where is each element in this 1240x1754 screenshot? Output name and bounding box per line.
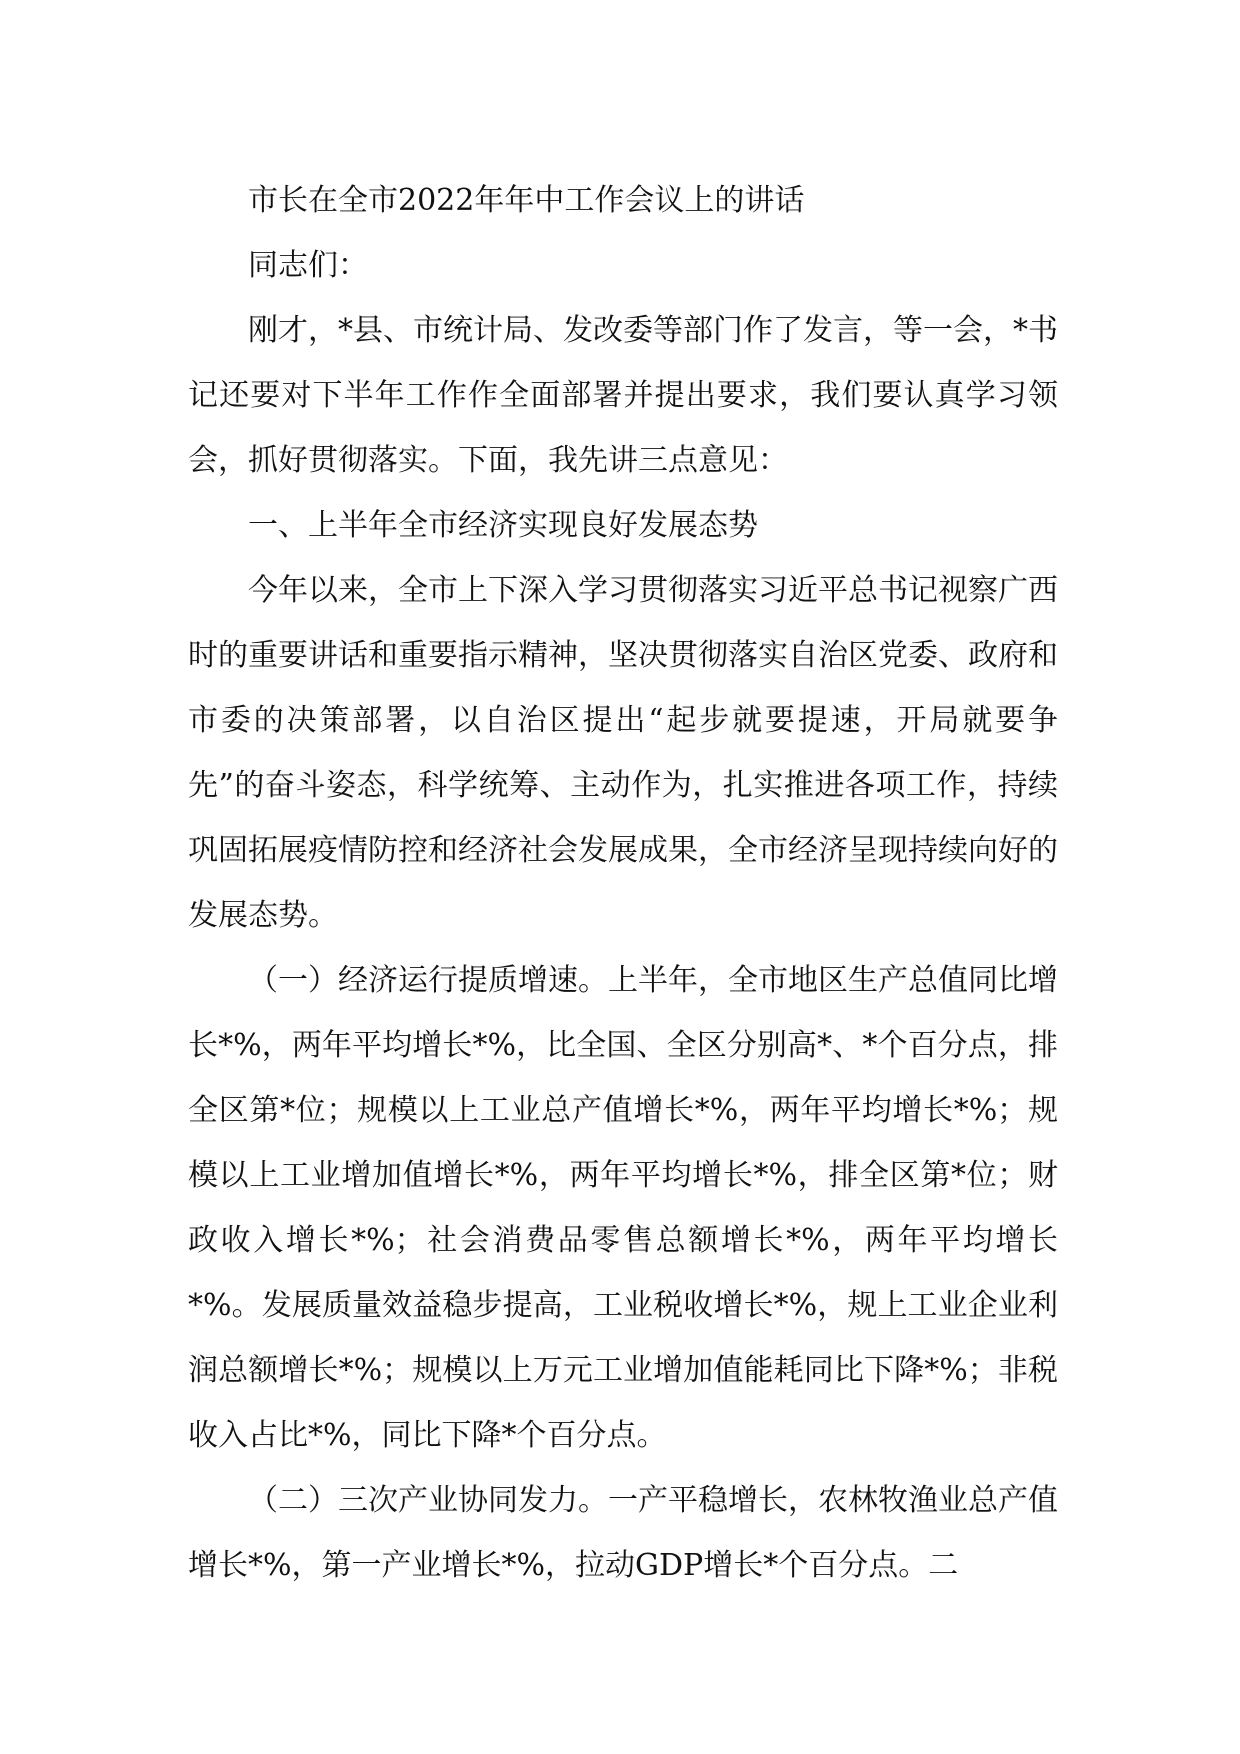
salutation: 同志们：	[248, 248, 368, 283]
document-body	[188, 168, 1058, 1598]
paragraph-three-industries: （二）三次产业协同发力。一产平稳增长，农林牧渔业总产值增长*%，第一产业增长*%，拉动GDP增长*个百分点。二	[188, 1483, 1058, 1583]
paragraph-economic-operation: （一）经济运行提质增速。上半年，全市地区生产总值同比增长*%，两年平均增长*%，比全国、全区分别高*、*个百分点，排全区第*位；规模以上工业总产值增长*%，两年平均增长*%；规模以上工业增加值增长*%，两年平均增长*%，排全区第*位；财政收入增长*%；社会消费品零售总额增长*%，两年平均增长*%。发展质量效益稳步提高，工业税收增长*%，规上工业企业利润总额增长*%；规模以上万元工业增加值能耗同比下降*%；非税收入占比*%，同比下降*个百分点。	[188, 963, 1058, 1453]
section-heading-1: 一、上半年全市经济实现良好发展态势	[248, 508, 758, 543]
paragraph-overview: 今年以来，全市上下深入学习贯彻落实习近平总书记视察广西时的重要讲话和重要指示精神，坚决贯彻落实自治区党委、政府和市委的决策部署，以自治区提出“起步就要提速，开局就要争先”的奋斗姿态，科学统筹、主动作为，扎实推进各项工作，持续巩固拓展疫情防控和经济社会发展成果，全市经济呈现持续向好的发展态势。	[188, 573, 1058, 933]
paragraph-intro: 刚才，*县、市统计局、发改委等部门作了发言，等一会，*书记还要对下半年工作作全面部署并提出要求，我们要认真学习领会，抓好贯彻落实。下面，我先讲三点意见：	[188, 313, 1058, 478]
document-title: 市长在全市2022年年中工作会议上的讲话	[248, 183, 805, 218]
